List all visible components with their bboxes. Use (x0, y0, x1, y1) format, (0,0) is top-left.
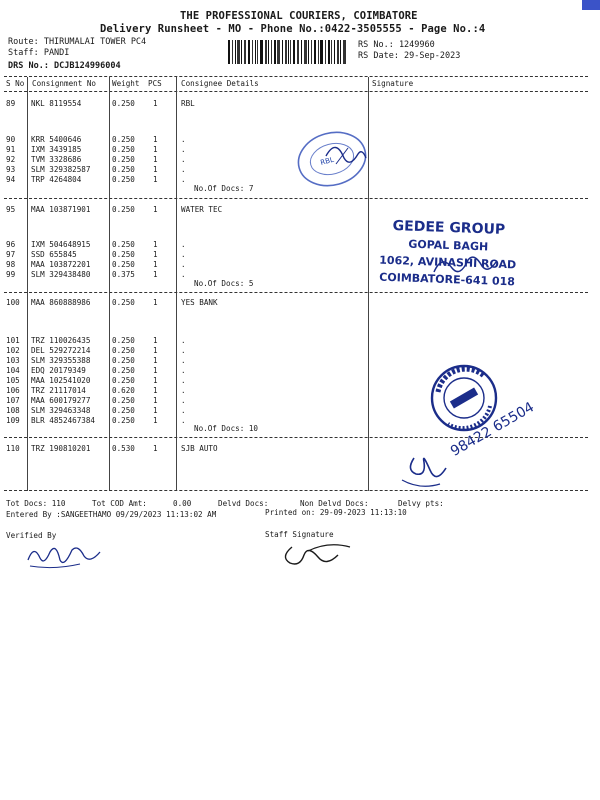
barcode-bar (277, 40, 280, 64)
row-sno: 98 (6, 260, 16, 269)
non-delvd-docs: Non Delvd Docs: (300, 499, 369, 508)
docs-count: No.Of Docs: 10 (194, 424, 259, 433)
barcode-bar (293, 40, 295, 64)
col-consignee: Consignee Details (181, 79, 259, 88)
row-weight: 0.250 (112, 376, 135, 385)
row-consignee: . (181, 260, 186, 269)
barcode-bar (308, 40, 309, 64)
group-rule (4, 198, 588, 199)
row-weight: 0.250 (112, 298, 135, 307)
row-sno: 110 (6, 444, 20, 453)
row-consignee: SJB AUTO (181, 444, 218, 453)
row-consignee: . (181, 145, 186, 154)
row-consignee: . (181, 386, 186, 395)
barcode-bar (340, 40, 341, 64)
barcode-bar (325, 40, 326, 64)
verified-signature (24, 540, 104, 570)
row-consignment: MAA 102541020 (31, 376, 91, 385)
row-sno: 106 (6, 386, 20, 395)
row-consignment: TRP 4264804 (31, 175, 82, 184)
row-consignee: WATER TEC (181, 205, 223, 214)
row-sno: 92 (6, 155, 16, 164)
row-consignment: TRZ 190810201 (31, 444, 91, 453)
barcode-bar (241, 40, 242, 64)
row-consignee: . (181, 155, 186, 164)
row-weight: 0.250 (112, 260, 135, 269)
row-weight: 0.250 (112, 336, 135, 345)
row-weight: 0.250 (112, 99, 135, 108)
row-sno: 109 (6, 416, 20, 425)
row-weight: 0.250 (112, 416, 135, 425)
row-sno: 103 (6, 356, 20, 365)
barcode-bar (304, 40, 307, 64)
row-weight: 0.250 (112, 250, 135, 259)
stamp-line: COIMBATORE-641 018 (379, 270, 516, 289)
row-consignment: TRZ 110026435 (31, 336, 91, 345)
staff-signature-label: Staff Signature (265, 530, 334, 539)
row-consignment: DEL 529272214 (31, 346, 91, 355)
tot-docs: Tot Docs: 110 (6, 499, 66, 508)
row-pcs: 1 (153, 99, 158, 108)
barcode-bar (301, 40, 302, 64)
row-weight: 0.375 (112, 270, 135, 279)
row-pcs: 1 (153, 444, 158, 453)
barcode-bar (282, 40, 283, 64)
row-pcs: 1 (153, 376, 158, 385)
row-pcs: 1 (153, 155, 158, 164)
row-consignment: MAA 103871901 (31, 205, 91, 214)
row-weight: 0.250 (112, 135, 135, 144)
row-sno: 105 (6, 376, 20, 385)
row-consignment: MAA 860888986 (31, 298, 91, 307)
row-consignment: BLR 4852467384 (31, 416, 96, 425)
row-sno: 89 (6, 99, 16, 108)
tot-cod-value: 0.00 (173, 499, 192, 508)
row-pcs: 1 (153, 250, 158, 259)
row-sno: 100 (6, 298, 20, 307)
delvd-docs: Delvd Docs: (218, 499, 269, 508)
delvy-pts: Delvy pts: (398, 499, 444, 508)
barcode-bar (328, 40, 330, 64)
drs-number: DRS No.: DCJB124996004 (8, 61, 121, 71)
barcode-bar (288, 40, 289, 64)
row-consignee: . (181, 175, 186, 184)
row-weight: 0.250 (112, 406, 135, 415)
barcode-bar (244, 40, 246, 64)
row-pcs: 1 (153, 260, 158, 269)
barcode-bar (257, 40, 258, 64)
row-sno: 93 (6, 165, 16, 174)
rs-number: RS No.: 1249960 (358, 40, 435, 50)
corner-mark (582, 0, 600, 10)
row-consignment: IXM 504648915 (31, 240, 91, 249)
row-consignment: SLM 329355388 (31, 356, 91, 365)
row-consignment: NKL 8119554 (31, 99, 82, 108)
barcode-bar (232, 40, 233, 64)
row-weight: 0.530 (112, 444, 135, 453)
barcode-bar (274, 40, 276, 64)
row-weight: 0.250 (112, 175, 135, 184)
row-weight: 0.250 (112, 240, 135, 249)
row-weight: 0.620 (112, 386, 135, 395)
row-pcs: 1 (153, 356, 158, 365)
row-consignment: SLM 329382587 (31, 165, 91, 174)
row-sno: 104 (6, 366, 20, 375)
handwritten-number: 98422 65504 (448, 399, 538, 460)
row-consignee: . (181, 240, 186, 249)
row-pcs: 1 (153, 416, 158, 425)
col-consignment: Consignment No (32, 79, 97, 88)
row-consignee: . (181, 135, 186, 144)
row-pcs: 1 (153, 135, 158, 144)
row-weight: 0.250 (112, 165, 135, 174)
barcode-bar (268, 40, 269, 64)
barcode-bar (248, 40, 250, 64)
row-consignee: . (181, 270, 186, 279)
row-sno: 90 (6, 135, 16, 144)
group-rule (4, 292, 588, 293)
route-label: Route: THIRUMALAI TOWER PC4 (8, 37, 147, 47)
stamp-line: 1062, AVINASHI ROAD (379, 253, 517, 272)
row-pcs: 1 (153, 270, 158, 279)
barcode-bar (337, 40, 339, 64)
row-consignment: SLM 329463348 (31, 406, 91, 415)
tot-cod-label: Tot COD Amt: (92, 499, 147, 508)
row-pcs: 1 (153, 386, 158, 395)
row-pcs: 1 (153, 175, 158, 184)
row-sno: 91 (6, 145, 16, 154)
row-sno: 96 (6, 240, 16, 249)
row-sno: 97 (6, 250, 16, 259)
verified-by-label: Verified By (6, 531, 57, 540)
barcode-bar (265, 40, 267, 64)
row-consignment: EDQ 20179349 (31, 366, 86, 375)
row-consignee: . (181, 346, 186, 355)
row-consignment: SLM 329438480 (31, 270, 91, 279)
barcode-bar (228, 40, 230, 64)
col-weight: Weight (112, 79, 140, 88)
row-pcs: 1 (153, 336, 158, 345)
barcode-bar (271, 40, 272, 64)
row-weight: 0.250 (112, 145, 135, 154)
barcode-bar (260, 40, 263, 64)
row-consignee: . (181, 416, 186, 425)
row-pcs: 1 (153, 205, 158, 214)
row-consignee: . (181, 250, 186, 259)
row-pcs: 1 (153, 396, 158, 405)
barcode-bar (334, 40, 335, 64)
barcode (228, 40, 350, 64)
row-pcs: 1 (153, 240, 158, 249)
row-sno: 94 (6, 175, 16, 184)
entered-by: Entered By :SANGEETHAMO 09/29/2023 11:13:02 AM (6, 510, 217, 519)
row-consignment: TVM 3328686 (31, 155, 82, 164)
row-consignment: MAA 103872201 (31, 260, 91, 269)
printed-on: Printed on: 29-09-2023 11:13:10 (265, 508, 407, 517)
col-sno: S No (6, 79, 25, 88)
row-sno: 99 (6, 270, 16, 279)
col-divider (27, 77, 28, 491)
barcode-bar (237, 40, 240, 64)
row-pcs: 1 (153, 298, 158, 307)
row-sno: 102 (6, 346, 20, 355)
row-weight: 0.250 (112, 205, 135, 214)
barcode-bar (311, 40, 312, 64)
row-pcs: 1 (153, 346, 158, 355)
row-pcs: 1 (153, 145, 158, 154)
row-weight: 0.250 (112, 155, 135, 164)
row-consignment: KRR 5400646 (31, 135, 82, 144)
row-consignee: . (181, 336, 186, 345)
gedee-signature (430, 250, 500, 280)
row-consignment: MAA 600179277 (31, 396, 91, 405)
barcode-bar (318, 40, 319, 64)
stamp-line: GEDEE GROUP (392, 218, 506, 238)
row-sno: 108 (6, 406, 20, 415)
col-pcs: PCS (148, 79, 162, 88)
col-divider (176, 77, 177, 491)
row-consignee: . (181, 356, 186, 365)
row-pcs: 1 (153, 406, 158, 415)
barcode-bar (290, 40, 291, 64)
row-weight: 0.250 (112, 346, 135, 355)
row-consignee: YES BANK (181, 298, 218, 307)
rs-date: RS Date: 29-Sep-2023 (358, 51, 461, 61)
row-consignee: . (181, 376, 186, 385)
stamp-line: GOPAL BAGH (408, 237, 489, 254)
header-bottom-rule (4, 91, 588, 92)
row-consignment: SSD 655845 (31, 250, 77, 259)
docs-count: No.Of Docs: 5 (194, 279, 254, 288)
barcode-bar (285, 40, 287, 64)
row-pcs: 1 (153, 165, 158, 174)
staff-signature (278, 537, 358, 571)
col-signature: Signature (372, 79, 414, 88)
row-consignment: IXM 3439185 (31, 145, 82, 154)
row-consignee: RBL (181, 99, 195, 108)
row-consignee: . (181, 396, 186, 405)
row-weight: 0.250 (112, 366, 135, 375)
group-rule (4, 437, 588, 438)
col-divider (109, 77, 110, 491)
row-sno: 101 (6, 336, 20, 345)
row-pcs: 1 (153, 366, 158, 375)
row-sno: 95 (6, 205, 16, 214)
row-consignee: . (181, 366, 186, 375)
barcode-bar (255, 40, 256, 64)
row-weight: 0.250 (112, 396, 135, 405)
row-consignee: . (181, 406, 186, 415)
staff-label: Staff: PANDI (8, 48, 70, 58)
row-sno: 107 (6, 396, 20, 405)
barcode-bar (320, 40, 323, 64)
row-weight: 0.250 (112, 356, 135, 365)
barcode-bar (314, 40, 316, 64)
runsheet-subtitle: Delivery Runsheet - MO - Phone No.:0422-3505555 - Page No.:4 (100, 23, 486, 35)
barcode-bar (235, 40, 236, 64)
barcode-bar (252, 40, 253, 64)
row-consignee: . (181, 165, 186, 174)
barcode-bar (331, 40, 332, 64)
table-top-rule (4, 76, 588, 77)
svg-text:RBL: RBL (319, 155, 335, 167)
company-title: THE PROFESSIONAL COURIERS, COIMBATORE (180, 10, 418, 22)
row-consignment: TRZ 21117014 (31, 386, 86, 395)
barcode-bar (297, 40, 299, 64)
docs-count: No.Of Docs: 7 (194, 184, 254, 193)
barcode-bar (343, 40, 346, 64)
circular-seal (292, 128, 372, 190)
